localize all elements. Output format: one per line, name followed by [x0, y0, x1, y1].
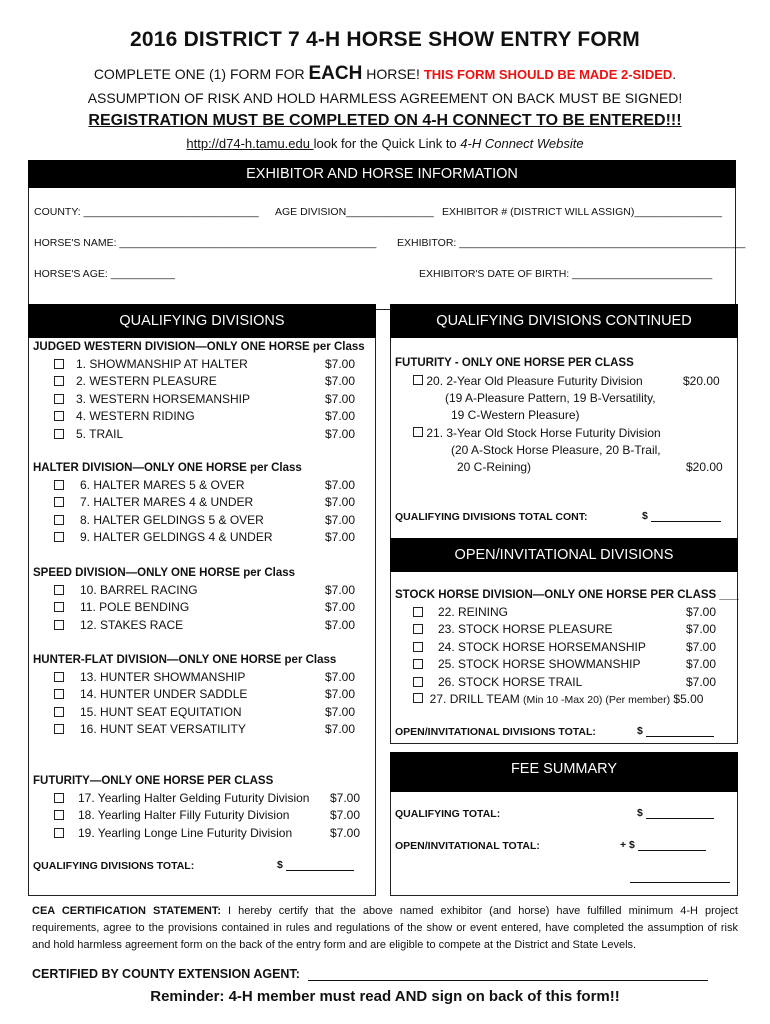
checkbox[interactable] [54, 515, 64, 525]
open-total-label: OPEN/INVITATIONAL DIVISIONS TOTAL: [395, 726, 596, 738]
qualifying-summary-blank[interactable] [646, 806, 714, 819]
right-futurity-header: FUTURITY - ONLY ONE HORSE PER CLASS [395, 357, 634, 369]
halter-header: HALTER DIVISION—ONLY ONE HORSE per Class [33, 462, 302, 474]
class-label: 23. STOCK HORSE PLEASURE [438, 622, 613, 637]
qualifying-bar: QUALIFYING DIVISIONS [28, 304, 376, 338]
stock-header: STOCK HORSE DIVISION—ONLY ONE HORSE PER CLASS ___ [395, 589, 739, 601]
dollar-sign: $ [637, 807, 643, 819]
cea-statement [32, 903, 738, 954]
exhibitor-bar: EXHIBITOR AND HORSE INFORMATION [28, 160, 736, 188]
class-label: 9. HALTER GELDINGS 4 & UNDER [80, 530, 273, 545]
qualifying-total-label: QUALIFYING DIVISIONS TOTAL: [33, 860, 195, 872]
checkbox[interactable] [54, 480, 64, 490]
class-label: 22. REINING [438, 605, 509, 619]
class-price: $7.00 [325, 495, 356, 510]
futurity-header: FUTURITY—ONLY ONE HORSE PER CLASS [33, 775, 274, 787]
website-link[interactable]: http://d74-h.tamu.edu [186, 136, 314, 151]
class-label: 2. WESTERN PLEASURE [76, 374, 217, 389]
dollar-sign: $ [637, 725, 643, 737]
class-label: 26. STOCK HORSE TRAIL [438, 674, 583, 689]
class-label: 1. SHOWMANSHIP AT HALTER [76, 357, 248, 371]
class-label: 5. TRAIL [76, 426, 124, 441]
checkbox[interactable] [54, 689, 64, 699]
class-label: 11. POLE BENDING [80, 600, 190, 615]
instruction-text: HORSE! [362, 66, 424, 82]
checkbox[interactable] [413, 607, 423, 617]
class-label: 13. HUNTER SHOWMANSHIP [80, 670, 246, 684]
qualifying-summary-field[interactable] [637, 806, 714, 819]
class-20-detail-2: 19 C-Western Pleasure) [451, 408, 580, 422]
dollar-sign: $ [277, 859, 283, 871]
open-summary-blank[interactable] [638, 838, 706, 851]
class-price: $7.00 [686, 657, 717, 672]
drill-price: $5.00 [670, 692, 704, 706]
checkbox[interactable] [413, 624, 423, 634]
agent-signature-line[interactable] [308, 980, 708, 981]
class-label: 21. 3-Year Old Stock Horse Futurity Division [426, 426, 661, 440]
horse-name-field[interactable]: HORSE'S NAME: ____________________________________________ [34, 237, 377, 249]
link-line [0, 136, 770, 151]
open-total-field[interactable] [637, 724, 714, 737]
class-label: 17. Yearling Halter Gelding Futurity Division [78, 791, 310, 805]
hunter-header: HUNTER-FLAT DIVISION—ONLY ONE HORSE per Class [33, 654, 337, 666]
grand-total-line[interactable] [630, 882, 730, 883]
class-price: $7.00 [325, 687, 356, 702]
instruction-line-2: ASSUMPTION OF RISK AND HOLD HARMLESS AGREEMENT ON BACK MUST BE SIGNED! [87, 90, 683, 106]
class-21[interactable] [413, 425, 661, 442]
dollar-sign: + $ [620, 839, 635, 851]
class-price: $7.00 [325, 617, 356, 632]
class-21-detail-1: (20 A-Stock Horse Pleasure, 20 B-Trail, [451, 443, 661, 457]
open-bar: OPEN/INVITATIONAL DIVISIONS [390, 538, 738, 572]
checkbox[interactable] [54, 602, 64, 612]
dob-field[interactable]: EXHIBITOR'S DATE OF BIRTH: ________________________ [419, 268, 713, 280]
class-21-price: $20.00 [686, 460, 723, 474]
link-italic: 4-H Connect Website [460, 136, 584, 151]
checkbox[interactable] [54, 497, 64, 507]
instruction-text: . [672, 66, 677, 82]
class-price: $7.00 [325, 704, 356, 719]
exhibitor-number-field[interactable]: EXHIBITOR # (DISTRICT WILL ASSIGN)_______________ [442, 206, 722, 218]
class-price: $7.00 [686, 622, 717, 637]
checkbox[interactable] [413, 375, 423, 385]
dollar-sign: $ [642, 510, 648, 522]
speed-header: SPEED DIVISION—ONLY ONE HORSE per Class [33, 567, 296, 579]
qualifying-total-field[interactable] [277, 858, 354, 871]
class-label: 4. WESTERN RIDING [76, 409, 195, 424]
class-label: 3. WESTERN HORSEMANSHIP [76, 391, 251, 406]
class-label: 10. BARREL RACING [80, 583, 198, 597]
exhibitor-field[interactable]: EXHIBITOR: _________________________________________________ [397, 237, 746, 249]
class-label: 20. 2-Year Old Pleasure Futurity Division [426, 374, 643, 388]
class-price: $7.00 [325, 357, 356, 371]
class-price: $7.00 [325, 670, 356, 684]
class-label: 7. HALTER MARES 4 & UNDER [80, 495, 254, 510]
checkbox[interactable] [54, 376, 64, 386]
checkbox[interactable] [54, 724, 64, 734]
checkbox[interactable] [413, 427, 423, 437]
judged-header: JUDGED WESTERN DIVISION—ONLY ONE HORSE per Class [33, 341, 365, 353]
open-summary-field[interactable] [620, 838, 706, 851]
class-price: $7.00 [325, 583, 356, 597]
drill-note: (Min 10 -Max 20) (Per member) [523, 694, 671, 706]
instruction-text: COMPLETE ONE (1) FORM FOR [93, 66, 309, 82]
instruction-each: EACH [308, 63, 363, 84]
instruction-line-1 [0, 63, 770, 85]
class-label: 8. HALTER GELDINGS 5 & OVER [80, 512, 264, 527]
class-label: 25. STOCK HORSE SHOWMANSHIP [438, 657, 641, 672]
qualifying-total-blank[interactable] [286, 858, 354, 871]
cea-statement-title: CEA CERTIFICATION STATEMENT: [32, 905, 222, 917]
checkbox[interactable] [413, 677, 423, 687]
class-label: 24. STOCK HORSE HORSEMANSHIP [438, 639, 646, 654]
class-label: 16. HUNT SEAT VERSATILITY [80, 722, 246, 737]
class-price: $7.00 [325, 426, 356, 441]
class-20-price: $20.00 [683, 374, 720, 388]
reminder: Reminder: 4-H member must read AND sign on back of this form!! [150, 988, 620, 1005]
class-label: 14. HUNTER UNDER SADDLE [80, 687, 248, 702]
checkbox[interactable] [413, 693, 423, 703]
checkbox[interactable] [54, 620, 64, 630]
checkbox[interactable] [54, 793, 64, 803]
open-summary-label: OPEN/INVITATIONAL TOTAL: [395, 840, 540, 852]
class-price: $7.00 [686, 674, 717, 689]
class-price: $7.00 [686, 605, 717, 619]
certified-label: CERTIFIED BY COUNTY EXTENSION AGENT: [32, 967, 300, 981]
class-20-detail-1: (19 A-Pleasure Pattern, 19 B-Versatility, [445, 391, 656, 405]
class-price: $7.00 [325, 391, 356, 406]
certified-by [32, 967, 300, 981]
qualifying-summary-label: QUALIFYING TOTAL: [395, 808, 501, 820]
class-label: 19. Yearling Longe Line Futurity Division [78, 825, 293, 840]
checkbox[interactable] [413, 642, 423, 652]
county-field[interactable]: COUNTY: ______________________________ [34, 206, 259, 218]
checkbox[interactable] [54, 810, 64, 820]
checkbox[interactable] [54, 394, 64, 404]
checkbox[interactable] [54, 672, 64, 682]
class-label: 6. HALTER MARES 5 & OVER [80, 478, 245, 492]
open-total-blank[interactable] [646, 724, 714, 737]
cea-statement-text: I hereby certify that the above named exhibitor (and horse) have fulfilled minimum 4-H project requirements, agree to the provisions contained in rules and regulations of the show or event entered, have completed the assumption of risk and hold harmless agreement form on the back of the entry form and are eligible to compete at the District and State Levels. [32, 905, 738, 951]
class-price: $7.00 [325, 512, 356, 527]
cont-total-blank[interactable] [651, 509, 721, 522]
checkbox[interactable] [54, 585, 64, 595]
checkbox[interactable] [413, 659, 423, 669]
class-20[interactable] [413, 373, 643, 390]
class-27[interactable] [413, 691, 703, 708]
class-label: 27. DRILL TEAM [429, 692, 524, 706]
class-price: $7.00 [325, 409, 356, 424]
checkbox[interactable] [54, 359, 64, 369]
age-division-field[interactable]: AGE DIVISION_______________ [275, 206, 434, 218]
checkbox[interactable] [54, 429, 64, 439]
horse-age-field[interactable]: HORSE'S AGE: ___________ [34, 268, 175, 280]
form-title: 2016 DISTRICT 7 4-H HORSE SHOW ENTRY FORM [130, 28, 640, 51]
class-price: $7.00 [330, 808, 361, 823]
qualifying-continued-bar: QUALIFYING DIVISIONS CONTINUED [390, 304, 738, 338]
class-price: $7.00 [686, 639, 717, 654]
class-21-detail-2: 20 C-Reining) [457, 460, 532, 474]
class-label: 15. HUNT SEAT EQUITATION [80, 704, 242, 719]
checkbox[interactable] [54, 532, 64, 542]
cont-total-label: QUALIFYING DIVISIONS TOTAL CONT: [395, 511, 588, 523]
class-price: $7.00 [325, 374, 356, 389]
class-price: $7.00 [325, 478, 356, 492]
cont-total-field[interactable] [642, 509, 721, 522]
registration-notice: REGISTRATION MUST BE COMPLETED ON 4-H CONNECT TO BE ENTERED!!! [88, 112, 682, 129]
class-price: $7.00 [325, 530, 356, 545]
class-price: $7.00 [325, 722, 356, 737]
checkbox[interactable] [54, 411, 64, 421]
checkbox[interactable] [54, 828, 64, 838]
class-price: $7.00 [330, 825, 361, 840]
class-price: $7.00 [330, 791, 361, 805]
class-label: 18. Yearling Halter Filly Futurity Division [78, 808, 290, 823]
two-sided-warning: THIS FORM SHOULD BE MADE 2-SIDED [423, 67, 673, 82]
link-text: look for the Quick Link to [313, 136, 461, 151]
checkbox[interactable] [54, 707, 64, 717]
fee-bar: FEE SUMMARY [390, 752, 738, 792]
class-label: 12. STAKES RACE [80, 617, 184, 632]
class-price: $7.00 [325, 600, 356, 615]
